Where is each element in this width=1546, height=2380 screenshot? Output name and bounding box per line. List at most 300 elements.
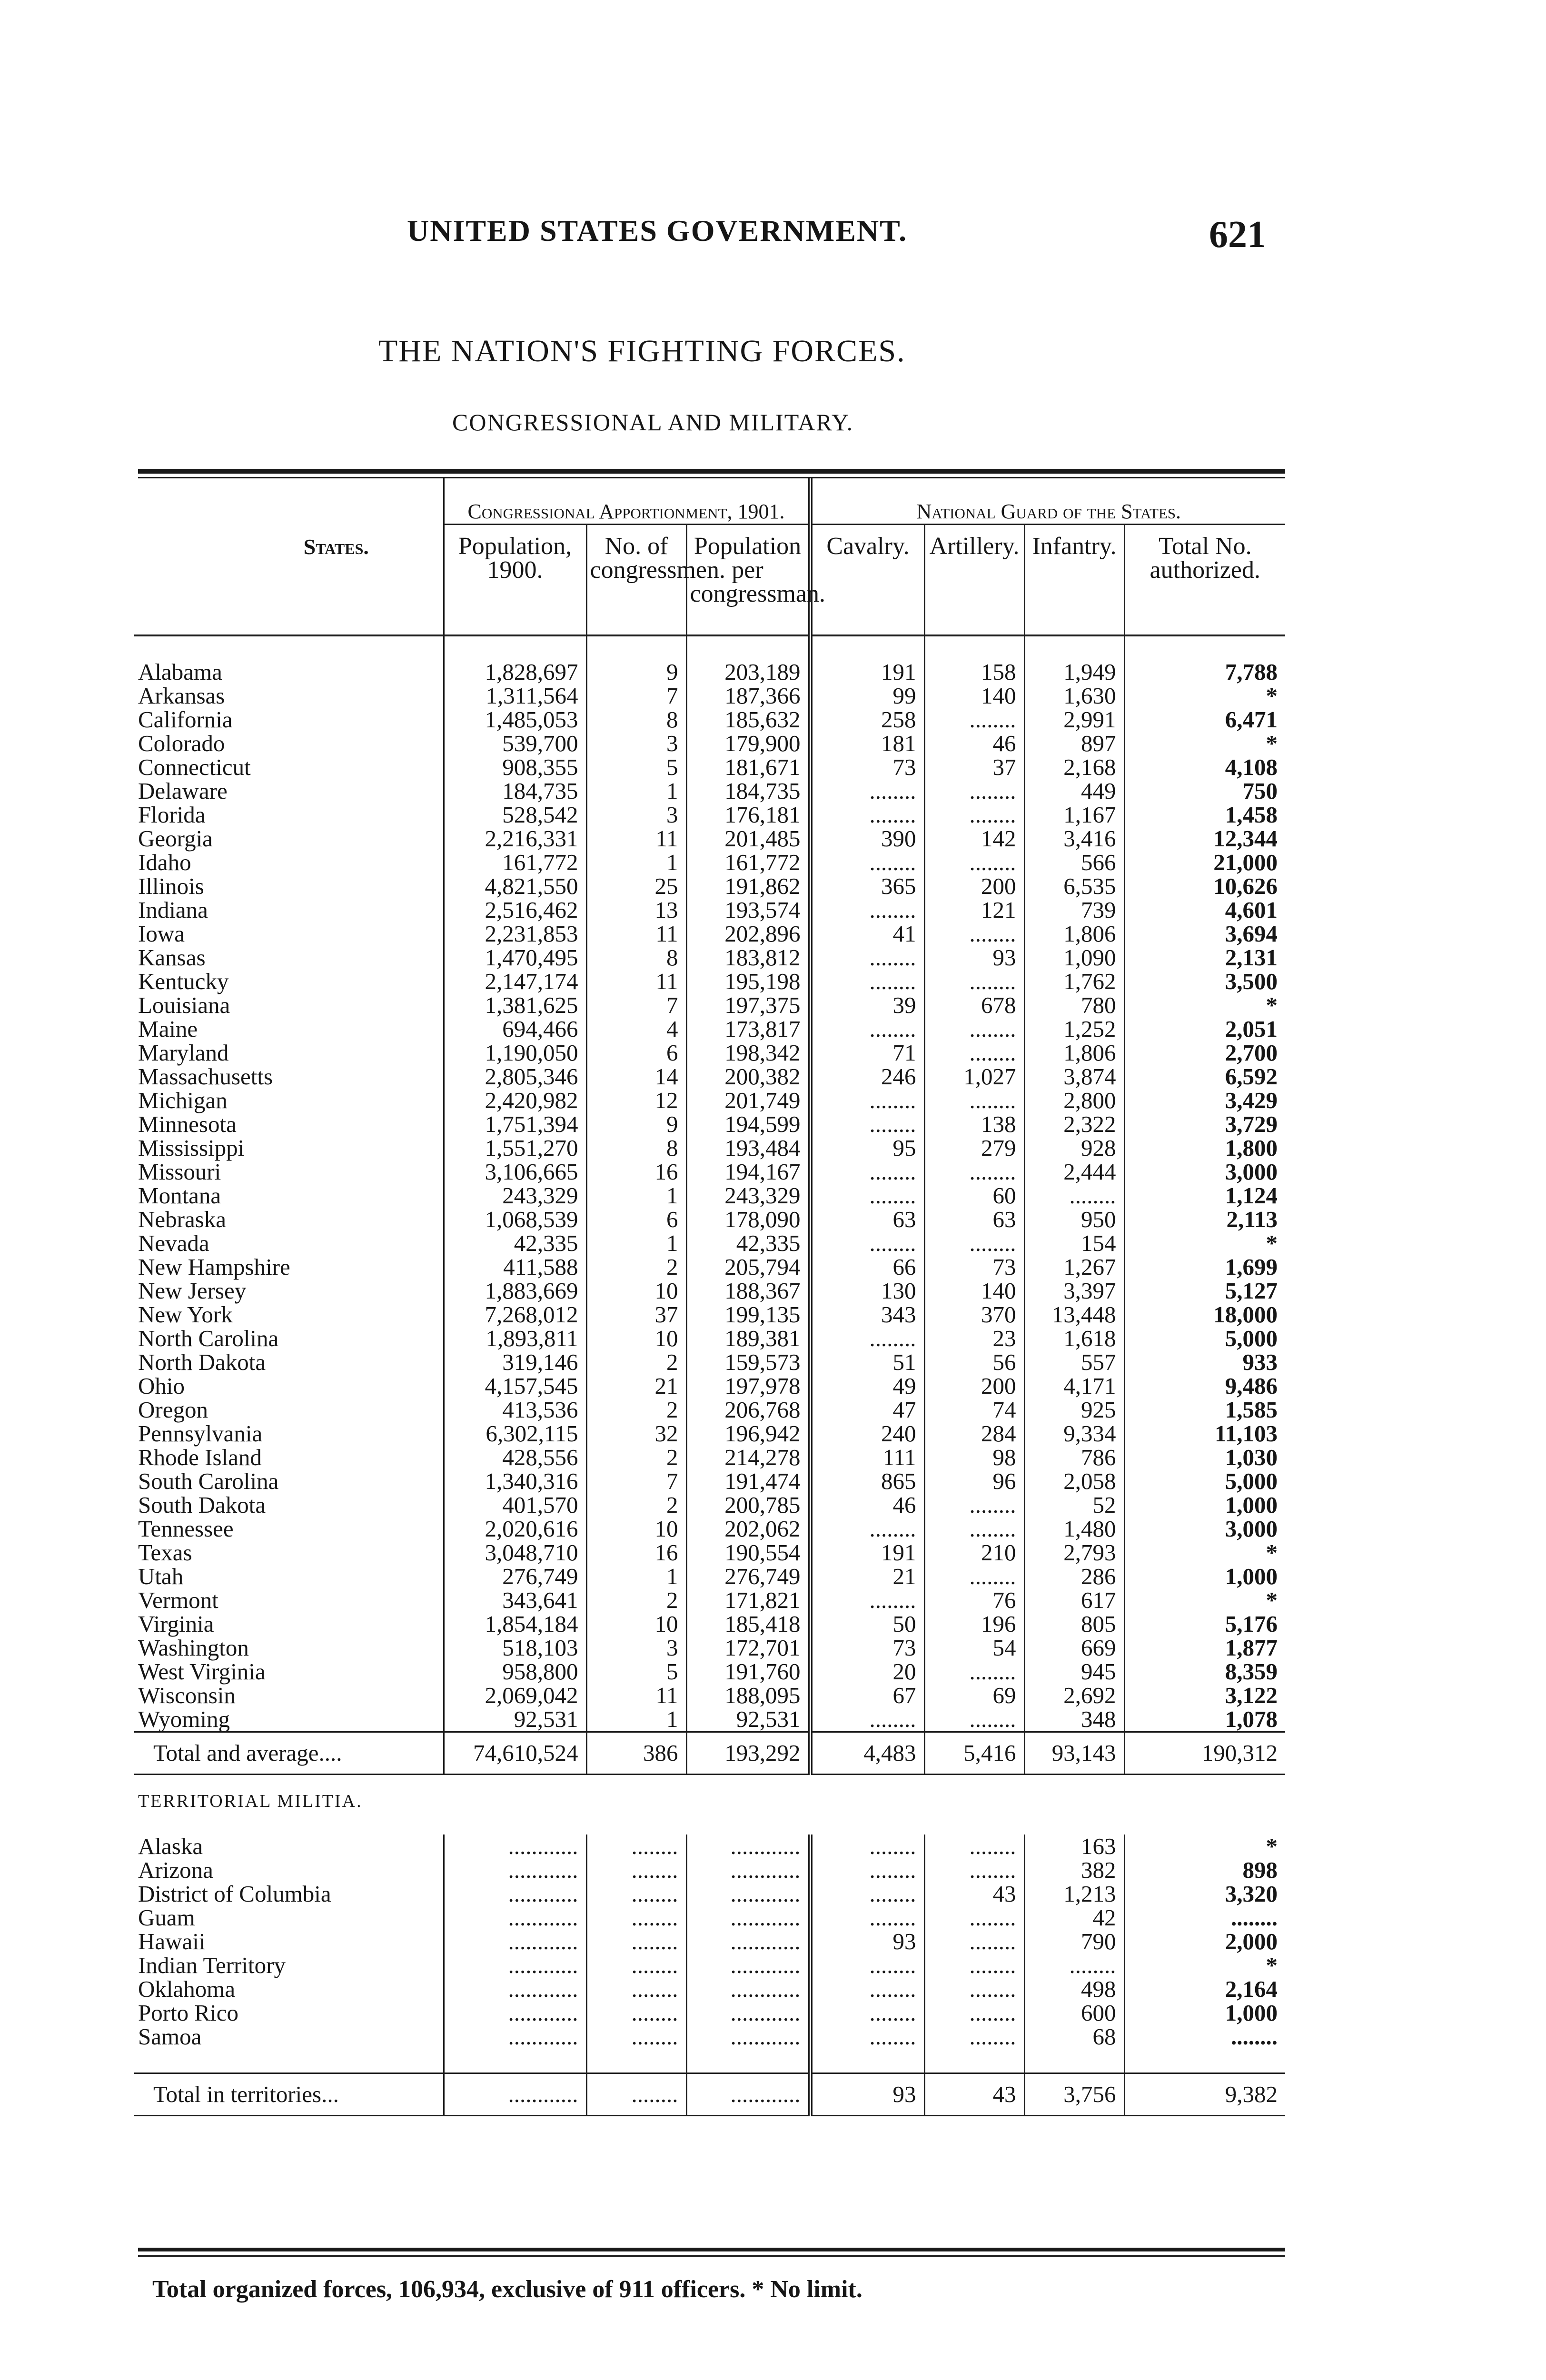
state-congressmen: 16 (586, 1160, 686, 1184)
state-population: 7,268,012 (444, 1303, 586, 1327)
territory-per-congressman: ............ (686, 1882, 810, 1906)
state-artillery: ........ (924, 1493, 1024, 1517)
state-total-authorized: 3,122 (1225, 1682, 1278, 1708)
state-artillery: 46 (924, 732, 1024, 755)
state-congressmen: 9 (586, 660, 686, 684)
state-name: West Virginia (134, 1660, 444, 1684)
state-artillery: 196 (924, 1612, 1024, 1636)
state-population: 161,772 (444, 851, 586, 874)
state-total-authorized: 8,359 (1225, 1658, 1278, 1685)
state-congressmen: 9 (586, 1112, 686, 1136)
state-name: Arkansas (134, 684, 444, 708)
state-infantry: 286 (1024, 1565, 1124, 1588)
state-artillery: 54 (924, 1636, 1024, 1660)
territory-cavalry: ........ (810, 1835, 924, 1858)
state-per-congressman: 42,335 (686, 1231, 810, 1255)
total-congressmen: 386 (586, 1732, 686, 1775)
state-artillery: 73 (924, 1255, 1024, 1279)
state-total-authorized: 7,788 (1225, 659, 1278, 685)
state-name: Alabama (134, 660, 444, 684)
territory-name: Guam (134, 1906, 444, 1930)
state-name: Connecticut (134, 755, 444, 779)
state-name: Indiana (134, 898, 444, 922)
state-total-authorized: 1,124 (1225, 1182, 1278, 1209)
state-total-authorized: 5,176 (1225, 1611, 1278, 1637)
state-infantry: 2,444 (1024, 1160, 1124, 1184)
state-congressmen: 2 (586, 1398, 686, 1422)
state-artillery: 69 (924, 1684, 1024, 1707)
state-name: Massachusetts (134, 1065, 444, 1089)
state-population: 184,735 (444, 779, 586, 803)
bottom-rule-thin (138, 2255, 1285, 2257)
state-name: Missouri (134, 1160, 444, 1184)
state-row (134, 827, 1285, 851)
state-artillery: 284 (924, 1422, 1024, 1446)
state-per-congressman: 196,942 (686, 1422, 810, 1446)
territory-total-authorized: ........ (1231, 1904, 1278, 1931)
state-row (134, 684, 1285, 708)
state-name: Iowa (134, 922, 444, 946)
state-population: 1,828,697 (444, 660, 586, 684)
state-cavalry: 49 (810, 1374, 924, 1398)
state-artillery: ........ (924, 1160, 1024, 1184)
state-total-authorized: 3,000 (1225, 1159, 1278, 1185)
state-congressmen: 8 (586, 946, 686, 970)
state-total-authorized: 750 (1242, 778, 1278, 804)
state-cavalry: 46 (810, 1493, 924, 1517)
state-total-authorized: 12,344 (1213, 825, 1278, 852)
territory-name: Samoa (134, 2025, 444, 2049)
state-per-congressman: 92,531 (686, 1707, 810, 1732)
total-artillery: 5,416 (924, 1732, 1024, 1775)
state-total-authorized: 1,000 (1225, 1492, 1278, 1518)
state-artillery: 63 (924, 1208, 1024, 1231)
state-total-authorized: 18,000 (1213, 1301, 1278, 1328)
state-congressmen: 3 (586, 732, 686, 755)
territory-per-congressman: ............ (686, 1954, 810, 1977)
state-cavalry: 246 (810, 1065, 924, 1089)
territory-per-congressman: ............ (686, 1906, 810, 1930)
state-row (134, 779, 1285, 803)
state-name: Idaho (134, 851, 444, 874)
artillery-header: Artillery. (924, 525, 1024, 616)
state-name: Maine (134, 1017, 444, 1041)
state-infantry: 950 (1024, 1208, 1124, 1231)
state-congressmen: 11 (586, 970, 686, 993)
state-row (134, 755, 1285, 779)
territory-per-congressman: ............ (686, 2025, 810, 2049)
state-cavalry: ........ (810, 1160, 924, 1184)
state-per-congressman: 243,329 (686, 1184, 810, 1208)
state-artillery: ........ (924, 1660, 1024, 1684)
state-cavalry: 63 (810, 1208, 924, 1231)
state-infantry: 2,692 (1024, 1684, 1124, 1707)
state-per-congressman: 205,794 (686, 1255, 810, 1279)
state-row (134, 1136, 1285, 1160)
state-artillery: 279 (924, 1136, 1024, 1160)
territory-congressmen: ........ (586, 1954, 686, 1977)
state-congressmen: 7 (586, 993, 686, 1017)
state-artillery: 74 (924, 1398, 1024, 1422)
per-congressman-header: Population per congressman. (686, 525, 810, 616)
state-cavalry: ........ (810, 1184, 924, 1208)
territory-name: Indian Territory (134, 1954, 444, 1977)
state-per-congressman: 179,900 (686, 732, 810, 755)
state-cavalry: ........ (810, 1517, 924, 1541)
territory-population: ............ (444, 1906, 586, 1930)
total-label: Total and average.... (134, 1732, 444, 1775)
state-artillery: 210 (924, 1541, 1024, 1565)
state-per-congressman: 185,418 (686, 1612, 810, 1636)
state-congressmen: 8 (586, 708, 686, 732)
state-cavalry: 67 (810, 1684, 924, 1707)
territory-total-authorized: 2,164 (1225, 1976, 1278, 2002)
state-per-congressman: 276,749 (686, 1565, 810, 1588)
territory-total-authorized: 9,382 (1124, 2073, 1285, 2116)
territory-infantry: 600 (1024, 2001, 1124, 2025)
territory-per-congressman: ............ (686, 1977, 810, 2001)
state-total-authorized: 5,000 (1225, 1468, 1278, 1494)
state-cavalry: 73 (810, 1636, 924, 1660)
state-congressmen: 6 (586, 1041, 686, 1065)
state-name: Illinois (134, 874, 444, 898)
state-congressmen: 16 (586, 1541, 686, 1565)
state-name: Montana (134, 1184, 444, 1208)
state-infantry: 928 (1024, 1136, 1124, 1160)
state-population: 1,485,053 (444, 708, 586, 732)
territory-congressmen: ........ (586, 1882, 686, 1906)
territory-congressmen: ........ (586, 2001, 686, 2025)
state-congressmen: 11 (586, 922, 686, 946)
state-congressmen: 11 (586, 1684, 686, 1707)
state-congressmen: 1 (586, 1707, 686, 1732)
state-row (134, 1374, 1285, 1398)
territory-total-authorized: 1,000 (1225, 2000, 1278, 2026)
territory-total-authorized: 2,000 (1225, 1928, 1278, 1954)
territory-total-authorized: ........ (1231, 2023, 1278, 2050)
state-row (134, 851, 1285, 874)
state-row (134, 1684, 1285, 1707)
state-row (134, 1327, 1285, 1350)
state-infantry: 925 (1024, 1398, 1124, 1422)
state-infantry: 1,630 (1024, 684, 1124, 708)
state-total-authorized: * (1266, 1539, 1278, 1566)
state-per-congressman: 189,381 (686, 1327, 810, 1350)
state-row (134, 1231, 1285, 1255)
state-name: Ohio (134, 1374, 444, 1398)
state-infantry: 2,800 (1024, 1089, 1124, 1112)
state-total-authorized: * (1266, 730, 1278, 756)
state-cavalry: 258 (810, 708, 924, 732)
state-congressmen: 14 (586, 1065, 686, 1089)
state-per-congressman: 159,573 (686, 1350, 810, 1374)
total-infantry: 93,143 (1024, 1732, 1124, 1775)
page-number: 621 (1209, 214, 1266, 256)
territory-artillery: ........ (924, 1954, 1024, 1977)
state-per-congressman: 194,167 (686, 1160, 810, 1184)
state-name: Oregon (134, 1398, 444, 1422)
state-population: 2,216,331 (444, 827, 586, 851)
state-population: 1,381,625 (444, 993, 586, 1017)
footnote: Total organized forces, 106,934, exclusive of 911 officers. * No limit. (152, 2276, 862, 2303)
state-total-authorized: 1,030 (1225, 1444, 1278, 1470)
state-total-authorized: 1,699 (1225, 1254, 1278, 1280)
state-artillery: 37 (924, 755, 1024, 779)
state-per-congressman: 191,474 (686, 1469, 810, 1493)
state-artillery: ........ (924, 1231, 1024, 1255)
state-infantry: 2,168 (1024, 755, 1124, 779)
state-per-congressman: 161,772 (686, 851, 810, 874)
state-artillery: 98 (924, 1446, 1024, 1469)
state-congressmen: 1 (586, 1184, 686, 1208)
territory-name: Oklahoma (134, 1977, 444, 2001)
state-name: Wyoming (134, 1707, 444, 1732)
territory-infantry: ........ (1024, 1954, 1124, 1977)
state-name: Tennessee (134, 1517, 444, 1541)
state-population: 2,231,853 (444, 922, 586, 946)
state-name: New Hampshire (134, 1255, 444, 1279)
territory-name: Alaska (134, 1835, 444, 1858)
territory-total-authorized: 3,320 (1225, 1881, 1278, 1907)
state-per-congressman: 198,342 (686, 1041, 810, 1065)
state-infantry: 2,793 (1024, 1541, 1124, 1565)
state-congressmen: 5 (586, 1660, 686, 1684)
state-total-authorized: 5,000 (1225, 1325, 1278, 1351)
state-per-congressman: 191,862 (686, 874, 810, 898)
state-row (134, 1469, 1285, 1493)
state-name: Rhode Island (134, 1446, 444, 1469)
state-row (134, 1422, 1285, 1446)
territory-total-infantry: 3,756 (1024, 2073, 1124, 2116)
state-per-congressman: 206,768 (686, 1398, 810, 1422)
state-congressmen: 8 (586, 1136, 686, 1160)
territory-artillery: ........ (924, 1835, 1024, 1858)
state-population: 4,157,545 (444, 1374, 586, 1398)
state-artillery: ........ (924, 1041, 1024, 1065)
territory-total-authorized: 898 (1242, 1857, 1278, 1883)
territory-cavalry: 93 (810, 1930, 924, 1954)
state-population: 528,542 (444, 803, 586, 827)
state-cavalry: ........ (810, 779, 924, 803)
state-total-authorized: 11,103 (1214, 1420, 1278, 1447)
state-artillery: 370 (924, 1303, 1024, 1327)
territory-artillery: ........ (924, 1977, 1024, 2001)
state-infantry: 3,397 (1024, 1279, 1124, 1303)
state-row (134, 732, 1285, 755)
total-authorized: 190,312 (1124, 1732, 1285, 1775)
state-population: 1,311,564 (444, 684, 586, 708)
state-per-congressman: 202,062 (686, 1517, 810, 1541)
territory-artillery: ........ (924, 1858, 1024, 1882)
territory-per-congressman: ............ (686, 1930, 810, 1954)
state-artillery: 76 (924, 1588, 1024, 1612)
state-name: Kentucky (134, 970, 444, 993)
state-population: 343,641 (444, 1588, 586, 1612)
state-population: 401,570 (444, 1493, 586, 1517)
territory-artillery: ........ (924, 1906, 1024, 1930)
state-population: 1,068,539 (444, 1208, 586, 1231)
state-row (134, 1112, 1285, 1136)
territory-total-congressmen: ........ (586, 2073, 686, 2116)
state-cavalry: ........ (810, 1707, 924, 1732)
territory-population: ............ (444, 1954, 586, 1977)
state-cavalry: ........ (810, 851, 924, 874)
state-name: South Dakota (134, 1493, 444, 1517)
state-artillery: ........ (924, 1707, 1024, 1732)
territory-row (134, 1930, 1285, 1954)
territory-total-row (134, 2073, 1285, 2116)
state-congressmen: 6 (586, 1208, 686, 1231)
state-cavalry: 20 (810, 1660, 924, 1684)
running-head: UNITED STATES GOVERNMENT. (407, 214, 908, 248)
state-congressmen: 2 (586, 1350, 686, 1374)
state-name: Nebraska (134, 1208, 444, 1231)
state-name: Texas (134, 1541, 444, 1565)
territory-name: Arizona (134, 1858, 444, 1882)
territory-cavalry: ........ (810, 1906, 924, 1930)
page-title: THE NATION'S FIGHTING FORCES. (378, 334, 906, 368)
state-total-authorized: 1,000 (1225, 1563, 1278, 1589)
state-row (134, 1541, 1285, 1565)
state-congressmen: 1 (586, 779, 686, 803)
territory-infantry: 382 (1024, 1858, 1124, 1882)
state-cavalry: ........ (810, 1231, 924, 1255)
state-name: New York (134, 1303, 444, 1327)
states-header: States. (134, 478, 444, 615)
state-row (134, 1493, 1285, 1517)
state-population: 428,556 (444, 1446, 586, 1469)
page-subtitle: CONGRESSIONAL AND MILITARY. (452, 409, 854, 436)
state-artillery: ........ (924, 779, 1024, 803)
state-name: Delaware (134, 779, 444, 803)
territory-name: Porto Rico (134, 2001, 444, 2025)
state-cavalry: 99 (810, 684, 924, 708)
state-congressmen: 37 (586, 1303, 686, 1327)
territories-body (134, 1835, 1285, 2049)
state-infantry: 13,448 (1024, 1303, 1124, 1327)
state-artillery: 60 (924, 1184, 1024, 1208)
state-name: Mississippi (134, 1136, 444, 1160)
territory-cavalry: ........ (810, 1977, 924, 2001)
state-per-congressman: 202,896 (686, 922, 810, 946)
state-infantry: 6,535 (1024, 874, 1124, 898)
state-total-authorized: 4,601 (1225, 897, 1278, 923)
state-total-authorized: 4,108 (1225, 754, 1278, 780)
state-infantry: 449 (1024, 779, 1124, 803)
state-cavalry: 50 (810, 1612, 924, 1636)
state-name: North Dakota (134, 1350, 444, 1374)
state-congressmen: 1 (586, 1565, 686, 1588)
state-cavalry: 21 (810, 1565, 924, 1588)
state-population: 1,470,495 (444, 946, 586, 970)
states-body (134, 635, 1285, 1732)
state-population: 1,893,811 (444, 1327, 586, 1350)
state-population: 2,420,982 (444, 1089, 586, 1112)
state-total-authorized: 6,471 (1225, 706, 1278, 733)
state-name: Pennsylvania (134, 1422, 444, 1446)
state-artillery: ........ (924, 1089, 1024, 1112)
state-congressmen: 3 (586, 1636, 686, 1660)
state-row (134, 708, 1285, 732)
state-population: 1,190,050 (444, 1041, 586, 1065)
state-infantry: 1,480 (1024, 1517, 1124, 1541)
state-row (134, 922, 1285, 946)
national-guard-group-header: National Guard of the States. (810, 478, 1285, 525)
state-population: 1,340,316 (444, 1469, 586, 1493)
state-congressmen: 2 (586, 1493, 686, 1517)
territory-congressmen: ........ (586, 2025, 686, 2049)
state-row (134, 1707, 1285, 1732)
state-congressmen: 7 (586, 1469, 686, 1493)
state-cavalry: ........ (810, 1089, 924, 1112)
forces-table (134, 478, 1285, 2116)
state-cavalry: 365 (810, 874, 924, 898)
state-infantry: 897 (1024, 732, 1124, 755)
state-artillery: 138 (924, 1112, 1024, 1136)
state-population: 243,329 (444, 1184, 586, 1208)
state-total-authorized: 2,700 (1225, 1040, 1278, 1066)
state-total-authorized: 1,458 (1225, 802, 1278, 828)
state-cavalry: 73 (810, 755, 924, 779)
state-row (134, 1517, 1285, 1541)
state-congressmen: 13 (586, 898, 686, 922)
state-row (134, 1303, 1285, 1327)
territory-per-congressman: ............ (686, 1835, 810, 1858)
state-per-congressman: 195,198 (686, 970, 810, 993)
territory-total-per-congressman: ............ (686, 2073, 810, 2116)
state-per-congressman: 197,375 (686, 993, 810, 1017)
territory-total-body (134, 2049, 1285, 2116)
state-cavalry: 181 (810, 732, 924, 755)
state-name: Georgia (134, 827, 444, 851)
territory-population: ............ (444, 1977, 586, 2001)
state-row (134, 874, 1285, 898)
state-population: 411,588 (444, 1255, 586, 1279)
state-cavalry: ........ (810, 946, 924, 970)
state-infantry: 1,806 (1024, 922, 1124, 946)
state-row (134, 1446, 1285, 1469)
territory-row (134, 1906, 1285, 1930)
state-total-authorized: 9,486 (1225, 1373, 1278, 1399)
state-row (134, 1041, 1285, 1065)
territory-row (134, 1954, 1285, 1977)
state-total-authorized: * (1266, 992, 1278, 1018)
state-population: 539,700 (444, 732, 586, 755)
state-population: 3,048,710 (444, 1541, 586, 1565)
state-per-congressman: 201,749 (686, 1089, 810, 1112)
state-cavalry: 41 (810, 922, 924, 946)
territory-row (134, 1858, 1285, 1882)
state-congressmen: 1 (586, 1231, 686, 1255)
territory-population: ............ (444, 1930, 586, 1954)
state-name: South Carolina (134, 1469, 444, 1493)
state-name: Florida (134, 803, 444, 827)
state-cavalry: ........ (810, 1588, 924, 1612)
state-row (134, 1089, 1285, 1112)
state-artillery: 140 (924, 684, 1024, 708)
state-name: Vermont (134, 1588, 444, 1612)
state-infantry: 2,991 (1024, 708, 1124, 732)
state-per-congressman: 199,135 (686, 1303, 810, 1327)
state-infantry: 4,171 (1024, 1374, 1124, 1398)
state-congressmen: 3 (586, 803, 686, 827)
state-total-authorized: 1,078 (1225, 1706, 1278, 1732)
state-artillery: 140 (924, 1279, 1024, 1303)
state-row (134, 1065, 1285, 1089)
state-infantry: 739 (1024, 898, 1124, 922)
territory-cavalry: ........ (810, 1858, 924, 1882)
state-row (134, 970, 1285, 993)
